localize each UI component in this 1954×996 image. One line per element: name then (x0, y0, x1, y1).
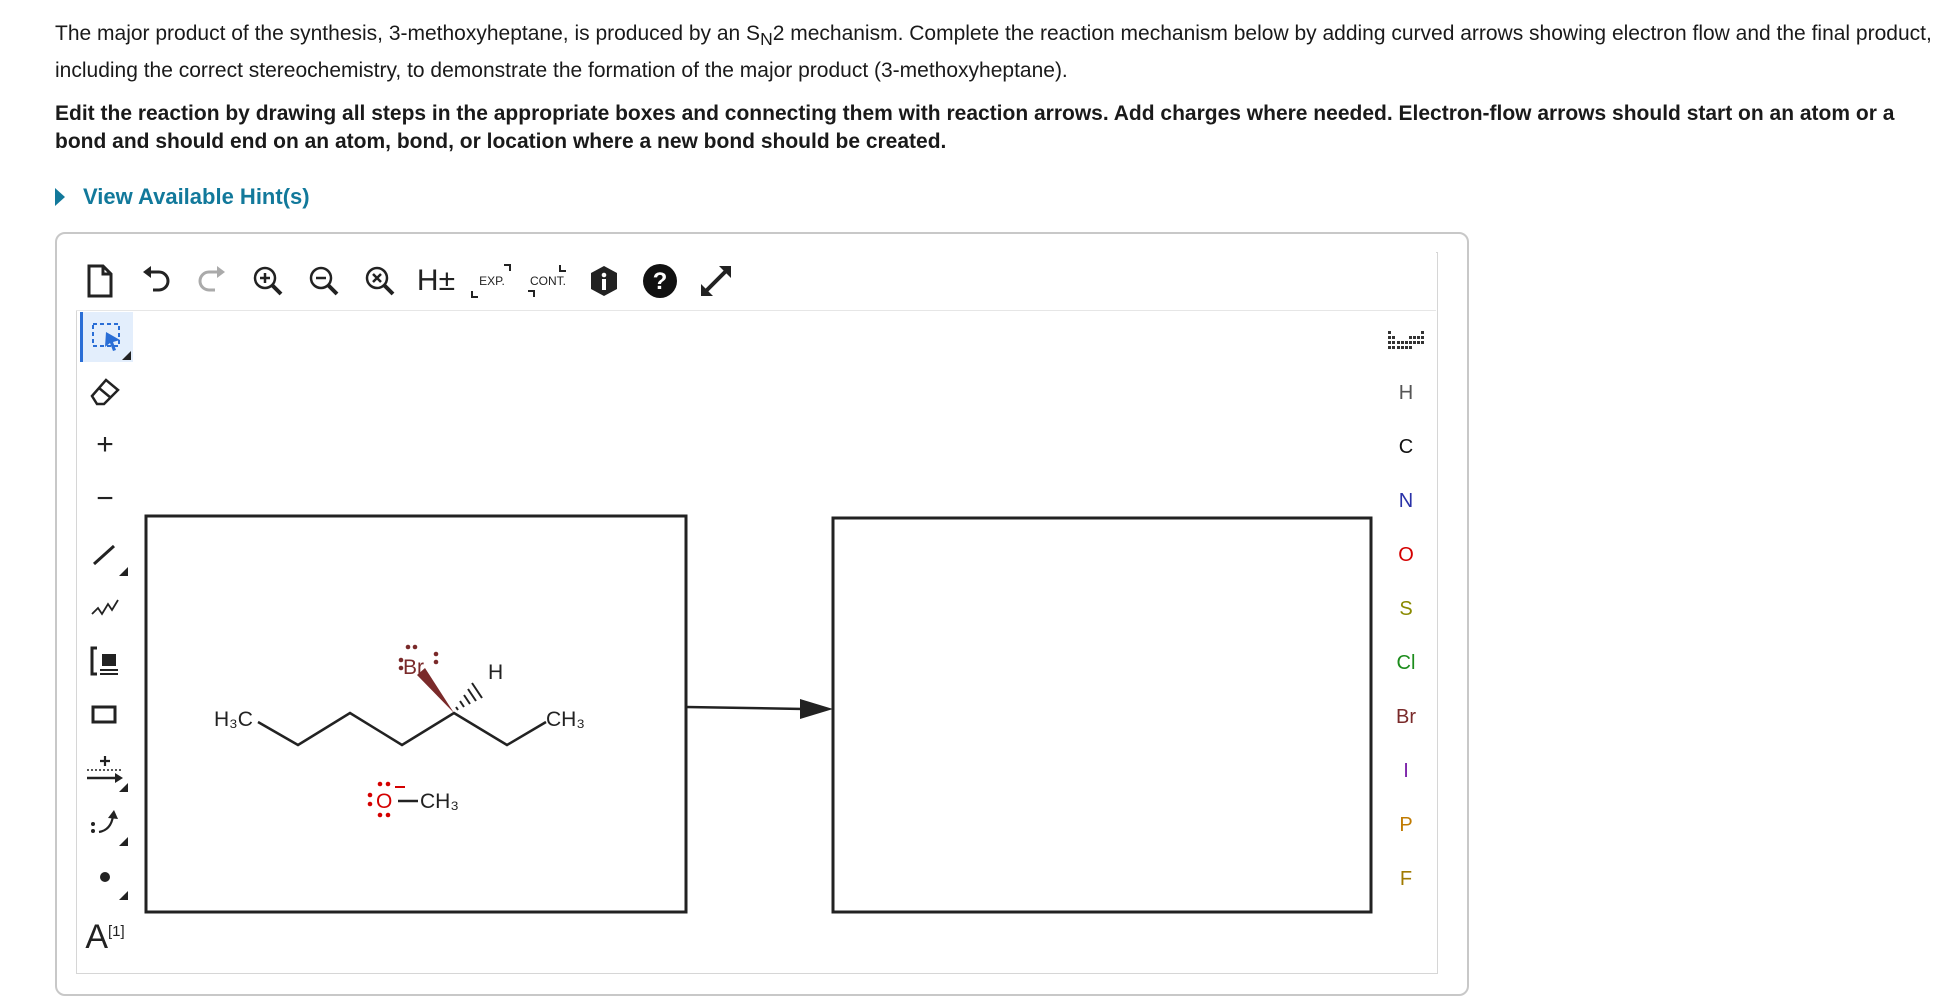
info-icon[interactable] (580, 257, 628, 305)
electron-flow-arrow-tool-icon[interactable] (80, 798, 130, 848)
box-tool-icon[interactable] (80, 690, 130, 740)
methoxide-ch3[interactable]: CH₃ (420, 790, 459, 813)
bond-tool-icon[interactable] (80, 528, 130, 578)
caret-right-icon (55, 188, 65, 206)
element-i-button[interactable] (1380, 744, 1432, 798)
submenu-corner-icon (119, 783, 128, 792)
bromine-atom[interactable]: Br (403, 656, 424, 679)
element-symbol: H (1398, 381, 1414, 404)
element-symbol: F (1399, 867, 1413, 890)
methoxide-oxygen[interactable]: O (376, 790, 393, 813)
element-symbol: N (1398, 489, 1414, 512)
eraser-tool-icon[interactable] (80, 366, 130, 416)
left-toolbar (80, 312, 134, 960)
reaction-arrow-head (800, 699, 833, 719)
atom-label-tool-icon[interactable] (80, 906, 130, 956)
element-cl-button[interactable] (1380, 636, 1432, 690)
help-icon[interactable] (636, 257, 684, 305)
expand-icon[interactable] (468, 257, 516, 305)
carbon-chain-bonds (258, 713, 546, 745)
redo-icon[interactable] (188, 257, 236, 305)
zoom-out-icon[interactable] (300, 257, 348, 305)
negative-charge-tool-icon[interactable] (80, 474, 130, 524)
undo-icon[interactable] (132, 257, 180, 305)
question-text (55, 18, 1935, 87)
ch3-label[interactable]: CH₃ (546, 708, 585, 731)
positive-charge-tool-icon[interactable] (80, 420, 130, 470)
hashed-bond (456, 683, 482, 710)
reaction-arrow[interactable] (686, 707, 804, 709)
minus-label: − (96, 482, 114, 515)
question-line-start: The major product of the synthesis, 3-methoxyheptane, is produced by an S (55, 22, 761, 45)
zoom-reset-icon[interactable] (356, 257, 404, 305)
radical-dot-tool-icon[interactable] (80, 852, 130, 902)
top-toolbar (76, 252, 1436, 311)
svg-text:?: ? (652, 268, 668, 295)
element-o-button[interactable] (1380, 528, 1432, 582)
drawing-canvas[interactable] (136, 312, 1380, 972)
element-symbol: O (1398, 543, 1414, 566)
view-hints-toggle[interactable] (55, 184, 310, 210)
fullscreen-icon[interactable] (692, 257, 740, 305)
periodic-table-icon[interactable] (1380, 312, 1432, 366)
element-br-button[interactable] (1380, 690, 1432, 744)
plus-label: + (96, 428, 114, 461)
element-symbol: P (1399, 813, 1413, 836)
submenu-corner-icon (119, 567, 128, 576)
contract-icon[interactable] (524, 257, 572, 305)
submenu-corner-icon (122, 351, 131, 360)
new-document-icon[interactable] (76, 257, 124, 305)
element-p-button[interactable] (1380, 798, 1432, 852)
select-tool-icon[interactable] (80, 312, 133, 362)
element-symbol: Br (1396, 705, 1416, 728)
toggle-hydrogens-icon[interactable] (412, 257, 460, 305)
atom-label-superscript: [1] (108, 922, 125, 940)
product-box[interactable] (833, 518, 1371, 912)
chain-tool-icon[interactable] (80, 582, 130, 632)
instructions-text: Edit the reaction by drawing all steps in the appropriate boxes and connecting them with reaction arrows. Add charges where needed. Electron-flow arrows should start on an atom or a bond and should end on an atom, bond, or location where a new bond should be created. (55, 102, 1895, 153)
element-symbol: I (1403, 759, 1409, 782)
question-line-end: 2 mechanism. Complete the reaction mechanism below by adding curved arrows showing electron flow and the final product, including the correct stereochemistry, to demonstrate the formation of the major product (3-methoxyheptane). (55, 22, 1932, 83)
expand-label: EXP. (479, 274, 505, 288)
element-n-button[interactable] (1380, 474, 1432, 528)
element-palette (1380, 312, 1432, 906)
submenu-corner-icon (119, 837, 128, 846)
element-symbol: C (1398, 435, 1414, 458)
element-symbol: S (1399, 597, 1413, 620)
zoom-in-icon[interactable] (244, 257, 292, 305)
element-symbol: Cl (1396, 651, 1416, 674)
toggle-hydrogens-label: H± (416, 264, 456, 297)
sn-subscript: N (760, 29, 773, 50)
bracket-tool-icon[interactable] (80, 636, 130, 686)
submenu-corner-icon (119, 891, 128, 900)
hint-label: View Available Hint(s) (83, 184, 310, 209)
h3c-label[interactable]: H₃C (214, 708, 253, 731)
element-f-button[interactable] (1380, 852, 1432, 906)
element-s-button[interactable] (1380, 582, 1432, 636)
element-c-button[interactable] (1380, 420, 1432, 474)
reaction-arrow-tool-icon[interactable] (80, 744, 130, 794)
element-h-button[interactable] (1380, 366, 1432, 420)
atom-label-letter: A (85, 917, 108, 956)
contract-label: CONT. (530, 274, 566, 288)
hydrogen-atom[interactable]: H (488, 661, 504, 684)
